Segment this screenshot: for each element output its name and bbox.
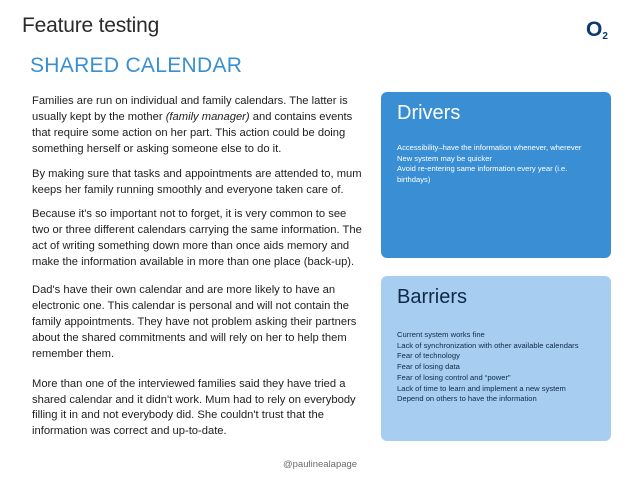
drivers-list xyxy=(397,143,602,186)
o2-logo xyxy=(586,18,608,42)
barriers-item: Current system works fine xyxy=(397,330,485,339)
barriers-list xyxy=(397,330,602,405)
barriers-item: Fear of losing data xyxy=(397,362,460,372)
barriers-item: Lack of synchronization with other available calendars xyxy=(397,340,579,350)
logo-text: O xyxy=(586,18,603,41)
author-credit: @paulinealapage xyxy=(283,459,358,470)
drivers-item: Avoid re-entering same information every year (i.e. birthdays) xyxy=(397,164,568,185)
barriers-panel xyxy=(381,276,611,441)
barriers-title: Barriers xyxy=(397,286,468,308)
drivers-item: Accessibility–have the information whenever, wherever xyxy=(397,143,582,152)
body-paragraph: More than one of the interviewed families said they have tried a shared calendar and it didn't work. Mum had to rely on everybody filling it in and not everybody did. She couldn't trust that the information was correct and up-to-date. xyxy=(32,377,356,438)
logo-subscript: 2 xyxy=(602,31,608,42)
barriers-item: Depend on others to have the information xyxy=(397,394,537,404)
drivers-panel xyxy=(381,92,611,258)
body-text-column xyxy=(32,94,362,455)
slide-title: SHARED CALENDAR xyxy=(30,54,243,77)
body-paragraph: By making sure that tasks and appointments are attended to, mum keeps her family running smoothly and everyone taken care of. xyxy=(32,167,362,196)
body-paragraph: Dad's have their own calendar and are more likely to have an electronic one. This calendar is personal and will not contain the family appointments. They have not problem asking their partners about the shared commitments and will rely on her to help them remember them. xyxy=(32,284,357,360)
barriers-item: Lack of time to learn and implement a new system xyxy=(397,383,566,393)
body-paragraph: Because it's so important not to forget, it is very common to see two or three different calendars carrying the same information. The act of writing something down more than once aids memory and make the information available in more than one place (back-up). xyxy=(32,208,362,269)
drivers-title: Drivers xyxy=(397,102,461,124)
barriers-item: Fear of technology xyxy=(397,351,460,361)
body-paragraph: Families are run on individual and family calendars. The latter is usually kept by the mother (family manager) and contains events that require some action on her part. This action could be doing something herself or asking someone else to do it. xyxy=(32,95,353,155)
section-title: Feature testing xyxy=(22,14,160,37)
drivers-item: New system may be quicker xyxy=(397,153,492,163)
barriers-item: Fear of losing control and “power” xyxy=(397,372,511,382)
